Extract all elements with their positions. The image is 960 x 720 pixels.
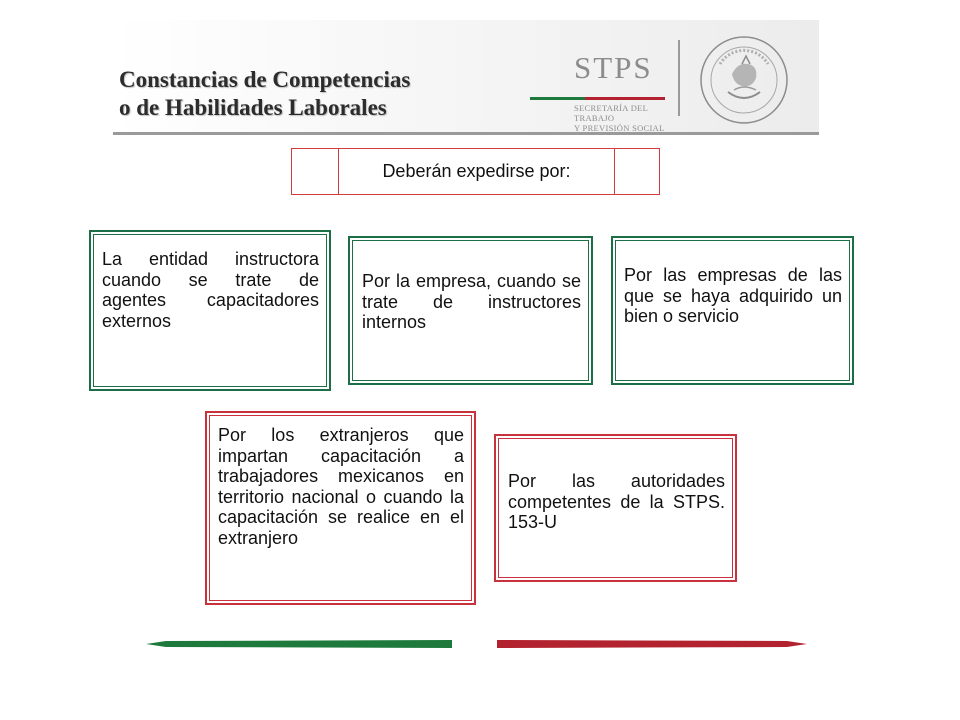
stps-logo: [530, 50, 670, 133]
card-text: Por la empresa, cuando se trate de instructores internos: [362, 271, 581, 332]
lead-label: Deberán expedirse por:: [382, 161, 571, 181]
logo-red-line: [585, 97, 665, 100]
header-banner: [113, 20, 819, 135]
title-line-1: Constancias de Competencias: [119, 67, 411, 92]
card-text: La entidad instructora cuando se trate de agentes capacitadores externos: [102, 249, 319, 331]
footer-red-stripe: [497, 640, 807, 648]
logo-green-line: [530, 97, 585, 100]
title-line-2: o de Habilidades Laborales: [119, 95, 387, 120]
card-extranjeros: [205, 411, 476, 605]
card-autoridades: [494, 434, 737, 582]
lead-divider-right: [614, 149, 615, 194]
card-empresas-proveedoras: [611, 236, 854, 385]
page-title: [119, 66, 410, 122]
stps-logo-name: STPS: [574, 50, 653, 85]
card-empresa: [348, 236, 593, 385]
lead-box: [291, 148, 660, 195]
card-text: Por los extranjeros que impartan capacitación a trabajadores mexicanos en territorio nacional o cuando la capacitación se realice en el extranjero: [218, 425, 464, 548]
stps-subtitle-line-2: Y PREVISIÓN SOCIAL: [574, 123, 665, 133]
footer-green-stripe: [146, 640, 452, 648]
card-entidad-instructora: [89, 230, 331, 391]
card-text: Por las autoridades competentes de la STPS. 153-U: [508, 471, 725, 532]
stps-logo-subtitle: [574, 103, 670, 133]
mexico-seal-icon: [698, 34, 790, 126]
card-text: Por las empresas de las que se haya adquirido un bien o servicio: [624, 265, 842, 326]
logo-divider: [678, 40, 680, 116]
stps-subtitle-line-1: SECRETARÍA DEL TRABAJO: [574, 103, 648, 123]
